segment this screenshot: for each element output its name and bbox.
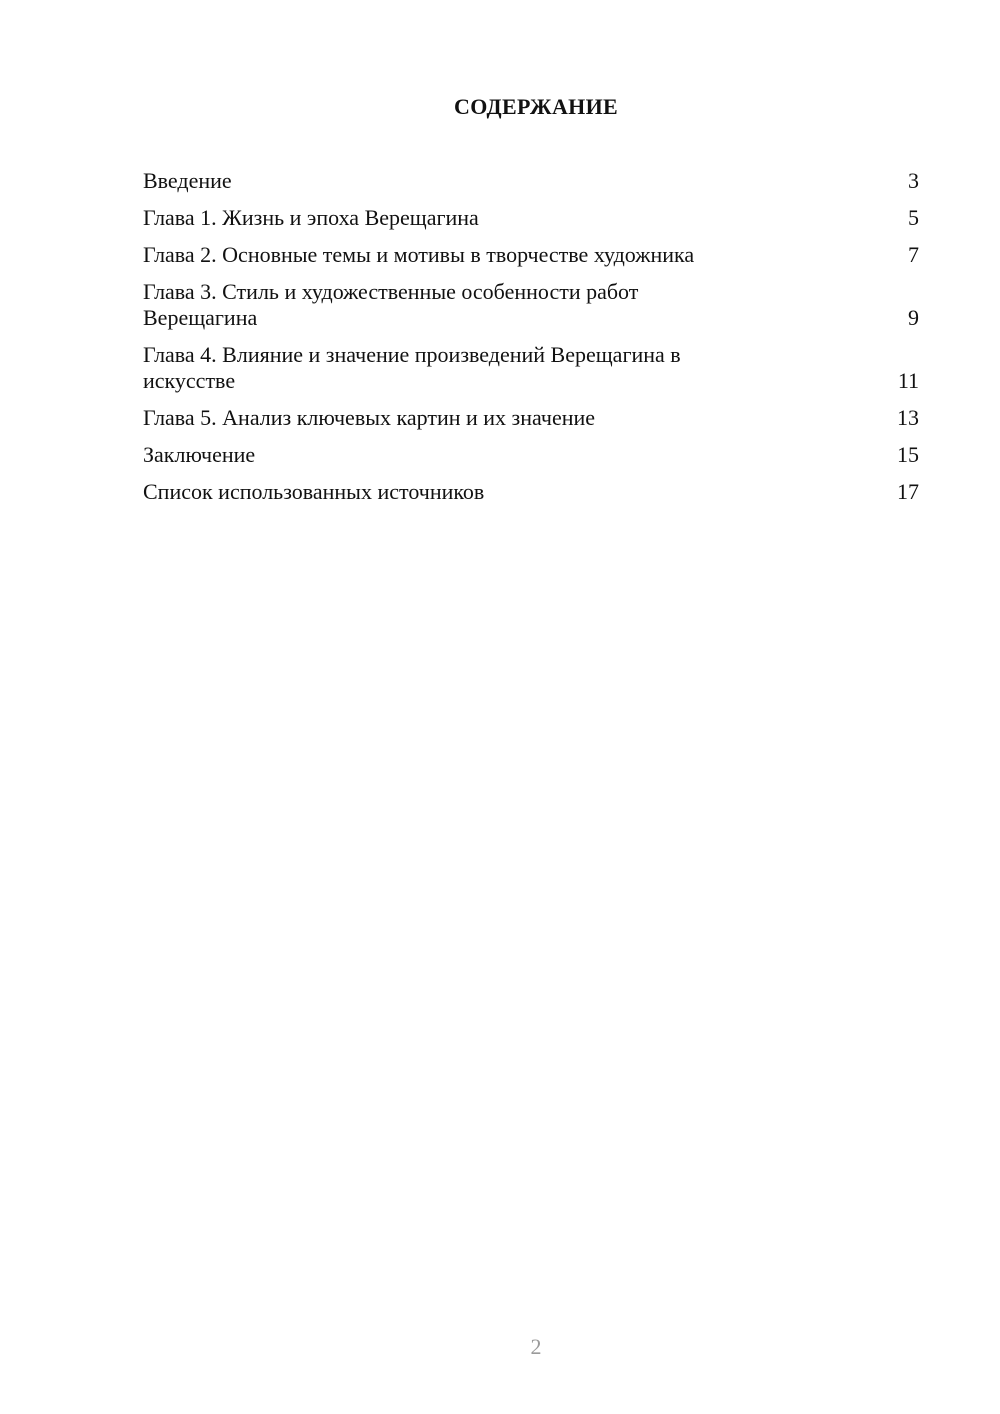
toc-entry (143, 442, 919, 468)
toc-entry-title: Глава 3. Стиль и художественные особенности работ Верещагина (143, 279, 639, 330)
toc-entry-title: Глава 5. Анализ ключевых картин и их значение (143, 405, 596, 430)
toc-entry-title: Список использованных источников (143, 479, 485, 504)
toc-entry-title: Введение (143, 168, 232, 193)
toc-entry (143, 279, 919, 331)
toc-entry (143, 168, 919, 194)
page-number: 2 (530, 1334, 542, 1359)
toc-title: СОДЕРЖАНИЕ (454, 94, 618, 119)
toc-entry-title: Глава 2. Основные темы и мотивы в творчестве художника (143, 242, 695, 267)
toc-entry-page: 3 (908, 168, 919, 193)
toc-entry (143, 342, 919, 394)
toc-entry-page: 11 (897, 368, 919, 393)
toc-entry (143, 405, 919, 431)
toc-entry (143, 479, 919, 505)
toc-entry-page: 13 (897, 405, 919, 430)
toc-entry (143, 205, 919, 231)
toc-entry-page: 17 (897, 479, 919, 504)
toc-entry-page: 9 (908, 305, 919, 330)
toc-entry-page: 15 (897, 442, 919, 467)
toc-entry (143, 242, 919, 268)
toc-entry-title: Глава 1. Жизнь и эпоха Верещагина (143, 205, 479, 230)
toc-entry-page: 5 (908, 205, 919, 230)
toc-entry-title: Глава 4. Влияние и значение произведений Верещагина в искусстве (143, 342, 681, 393)
toc-entry-title: Заключение (143, 442, 256, 467)
toc-entry-page: 7 (908, 242, 919, 267)
toc-list (143, 168, 919, 516)
